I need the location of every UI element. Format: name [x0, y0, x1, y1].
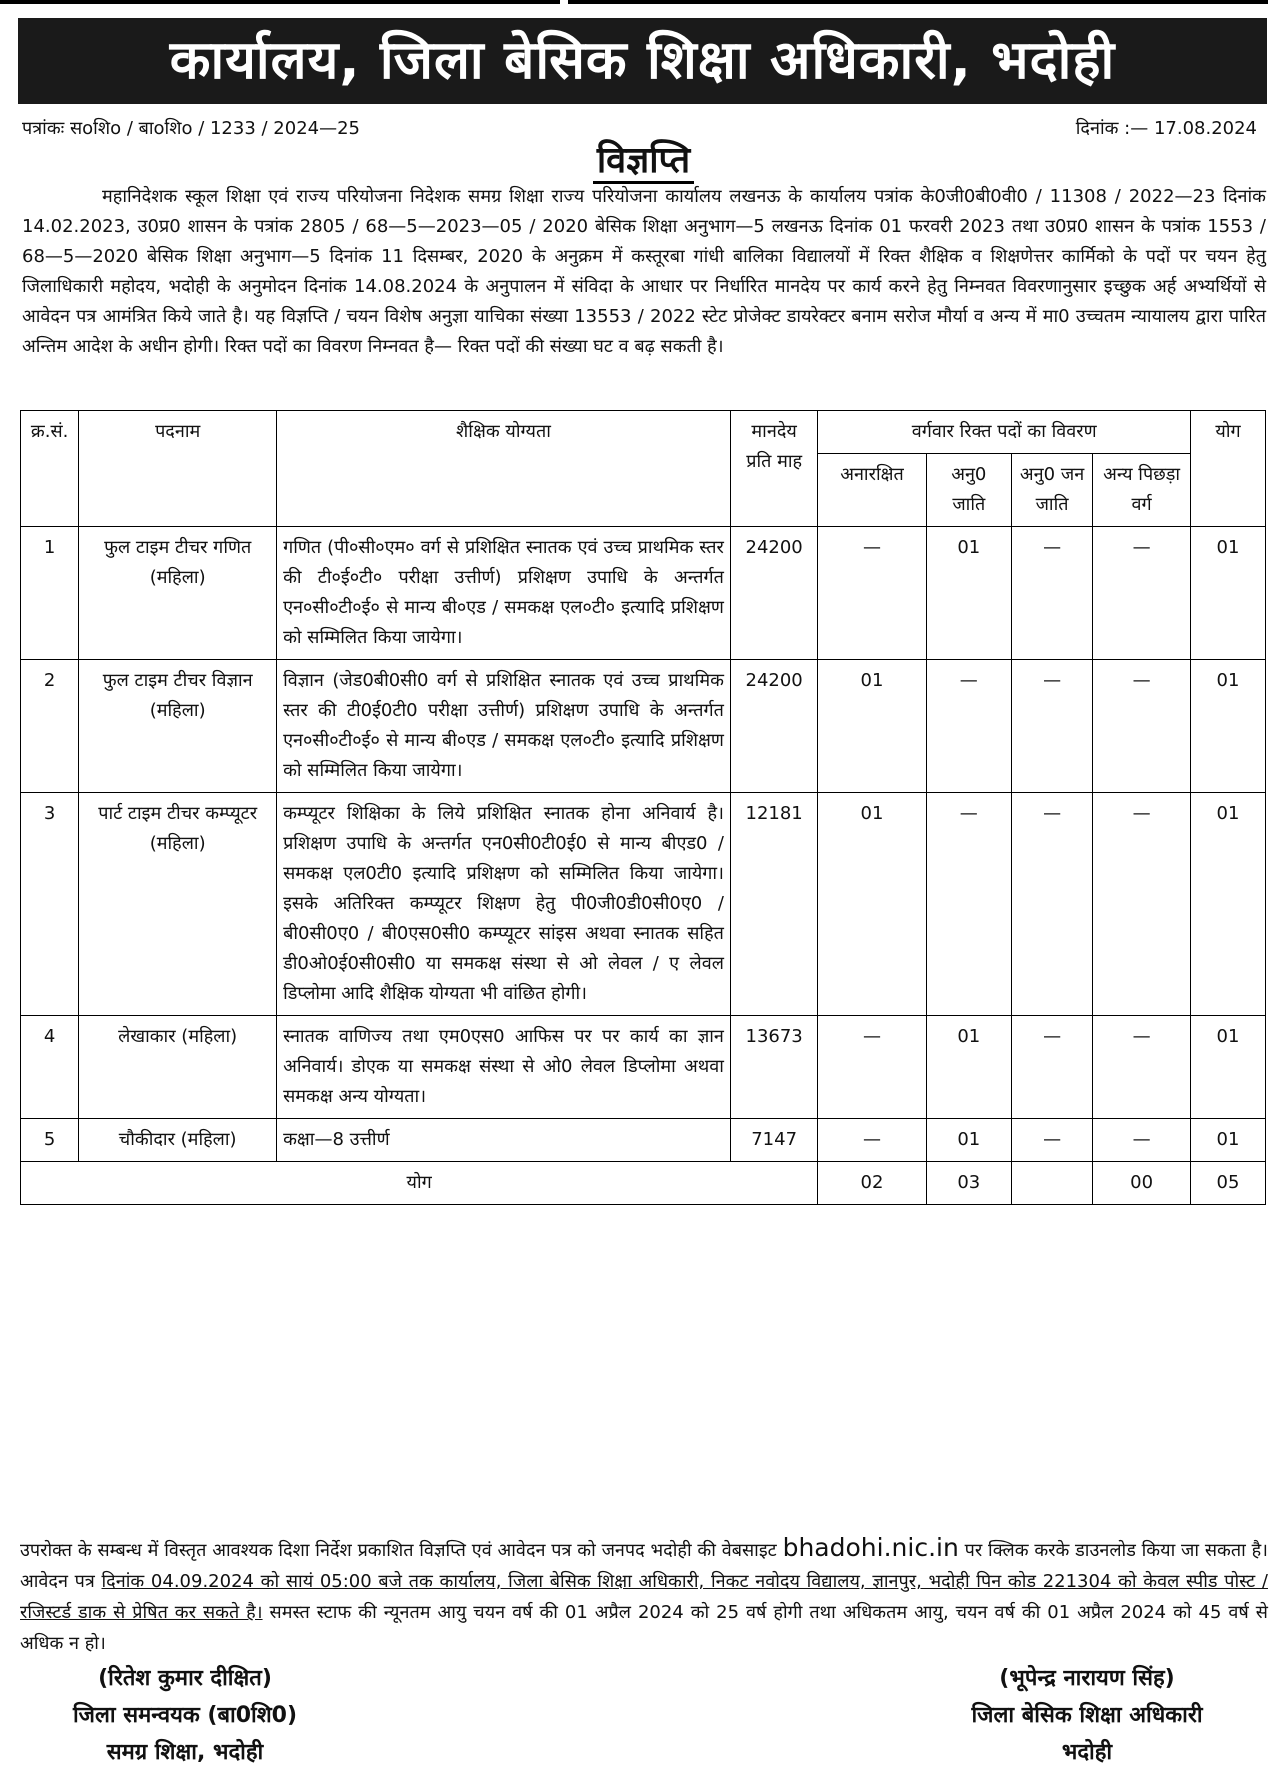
- cell-sc: 01: [926, 527, 1011, 660]
- cell-st: —: [1011, 793, 1092, 1016]
- cell-qualification: कम्प्यूटर शिक्षिका के लिये प्रशिक्षित स्नातक होना अनिवार्य है। प्रशिक्षण उपाधि के अन्तर्गत एन0सी0टी0ई0 से मान्य बीएड0 / समकक्ष एल0टी0 इत्यादि प्रशिक्षण को सम्मिलित किया जायेगा। इसके अतिरिक्त कम्प्यूटर शिक्षण हेतु पी0जी0डी0सी0ए0 / बी0सी0ए0 / बी0एस0सी0 कम्प्यूटर सांइस अथवा स्नातक सहित डी0ओ0ई0सी0सी0 या समकक्ष संस्था से ओ लेवल / ए लेवल डिप्लोमा आदि शैक्षिक योग्यता भी वांछित होगी।: [277, 793, 731, 1016]
- header-serial: क्र.सं.: [21, 411, 79, 527]
- cell-post: पार्ट टाइम टीचर कम्प्यूटर (महिला): [79, 793, 277, 1016]
- cell-qualification: विज्ञान (जेड0बी0सी0 वर्ग से प्रशिक्षित स्नातक एवं उच्च प्राथमिक स्तर की टी0ई0टी0 परीक्षा उत्तीर्ण) प्रशिक्षण उपाधि के अन्तर्गत एन०सी०टी०ई० से मान्य बी०एड / समकक्ष एल०टी० इत्यादि प्रशिक्षण को सम्मिलित किया जायेगा।: [277, 660, 731, 793]
- cell-obc: —: [1093, 1016, 1191, 1119]
- cell-obc: —: [1093, 527, 1191, 660]
- header-unreserved: अनारक्षित: [818, 454, 926, 527]
- cell-post: लेखाकार (महिला): [79, 1016, 277, 1119]
- total-st: [1011, 1162, 1092, 1205]
- signatory-name: (रितेश कुमार दीक्षित): [98, 1666, 272, 1691]
- totals-label: योग: [21, 1162, 818, 1205]
- cell-sc: 01: [926, 1016, 1011, 1119]
- cell-obc: —: [1093, 660, 1191, 793]
- totals-row: [21, 1162, 1266, 1205]
- header-total: योग: [1191, 411, 1266, 527]
- cell-st: —: [1011, 660, 1092, 793]
- cell-qualification: स्नातक वाणिज्य तथा एम0एस0 आफिस पर पर कार्य का ज्ञान अनिवार्य। डोएक या समकक्ष संस्था से ओ0 लेवल डिप्लोमा अथवा समकक्ष अन्य योग्यता।: [277, 1016, 731, 1119]
- table-row: [21, 660, 1266, 793]
- total-unreserved: 02: [818, 1162, 926, 1205]
- age-criteria: समस्त स्टाफ की न्यूनतम आयु चयन वर्ष की 01 अप्रैल 2024 को 25 वर्ष होगी तथा अधिकतम आयु, चयन वर्ष की 01 अप्रैल 2024 को 45 वर्ष से अधिक न हो।: [20, 1602, 1268, 1654]
- header-sc: अनु0 जाति: [926, 454, 1011, 527]
- cell-serial: 4: [21, 1016, 79, 1119]
- instructions-text-2: पर क्लिक करके डाउनलोड किया जा सकता है। आवेदन पत्र: [20, 1540, 1268, 1592]
- cell-qualification: गणित (पी०सी०एम० वर्ग से प्रशिक्षित स्नातक एवं उच्च प्राथमिक स्तर की टी०ई०टी० परीक्षा उत्तीर्ण) प्रशिक्षण उपाधि के अन्तर्गत एन०सी०टी०ई० से मान्य बी०एड / समकक्ष एल०टी० इत्यादि प्रशिक्षण को सम्मिलित किया जायेगा।: [277, 527, 731, 660]
- cell-honorarium: 24200: [730, 527, 817, 660]
- cell-honorarium: 7147: [730, 1119, 817, 1162]
- signatory-office: समग्र शिक्षा, भदोही: [106, 1740, 264, 1765]
- table-row: [21, 1119, 1266, 1162]
- total-obc: 00: [1093, 1162, 1191, 1205]
- signatory-office: भदोही: [1061, 1740, 1113, 1765]
- header-st: अनु0 जन जाति: [1011, 454, 1092, 527]
- cell-unreserved: 01: [818, 793, 926, 1016]
- cell-sc: —: [926, 793, 1011, 1016]
- cell-sc: —: [926, 660, 1011, 793]
- reference-number: पत्रांकः सoशिo / बाoशिo / 1233 / 2024—25: [22, 118, 361, 139]
- table-row: [21, 793, 1266, 1016]
- signatory-designation: जिला समन्वयक (बा0शि0): [72, 1703, 298, 1728]
- header-post: पदनाम: [79, 411, 277, 527]
- cell-st: —: [1011, 1119, 1092, 1162]
- intro-paragraph: महानिदेशक स्कूल शिक्षा एवं राज्य परियोजना निदेशक समग्र शिक्षा राज्य परियोजना कार्यालय लखनऊ के कार्यालय पत्रांक के0जी0बी0वी0 / 11308 / 2022—23 दिनांक 14.02.2023, उ0प्र0 शासन के पत्रांक 2805 / 68—5—2023—05 / 2020 बेसिक शिक्षा अनुभाग—5 लखनऊ दिनांक 01 फरवरी 2023 तथा उ0प्र0 शासन के पत्रांक 1553 / 68—5—2020 बेसिक शिक्षा अनुभाग—5 दिनांक 11 दिसम्बर, 2020 के अनुक्रम में कस्तूरबा गांधी बालिका विद्यालयों में रिक्त शैक्षिक व शिक्षणेत्तर कार्मिको के पदों पर चयन हेतु जिलाधिकारी महोदय, भदोही के अनुमोदन दिनांक 14.08.2024 के अनुपालन में संविदा के आधार पर निर्धारित मानदेय पर कार्य करने हेतु निम्नवत विवरणानुसार इच्छुक अर्ह अभ्यर्थियों से आवेदन पत्र आमंत्रित किये जाते है। यह विज्ञप्ति / चयन विशेष अनुज्ञा याचिका संख्या 13553 / 2022 स्टेट प्रोजेक्ट डायरेक्टर बनाम सरोज मौर्या व अन्य में मा0 उच्चतम न्यायालय द्वारा पारित अन्तिम आदेश के अधीन होगी। रिक्त पदों का विवरण निम्नवत है— रिक्त पदों की संख्या घट व बढ़ सकती है।: [22, 186, 1266, 357]
- cell-post: चौकीदार (महिला): [79, 1119, 277, 1162]
- cell-honorarium: 24200: [730, 660, 817, 793]
- cell-total: 01: [1191, 660, 1266, 793]
- table-row: [21, 1016, 1266, 1119]
- cell-honorarium: 13673: [730, 1016, 817, 1119]
- cell-serial: 5: [21, 1119, 79, 1162]
- cell-serial: 2: [21, 660, 79, 793]
- instructions-text-1: उपरोक्त के सम्बन्ध में विस्तृत आवश्यक दिशा निर्देश प्रकाशित विज्ञप्ति एवं आवेदन पत्र को जनपद भदोही की वेबसाइट: [20, 1540, 777, 1561]
- cell-st: —: [1011, 1016, 1092, 1119]
- website-link[interactable]: bhadohi.nic.in: [782, 1533, 959, 1562]
- header-category-group: वर्गवार रिक्त पदों का विवरण: [818, 411, 1191, 454]
- cell-serial: 3: [21, 793, 79, 1016]
- header-qualification: शैक्षिक योग्यता: [277, 411, 731, 527]
- notice-title: [0, 134, 1287, 183]
- header-honorarium: मानदेय प्रति माह: [730, 411, 817, 527]
- notice-title-text: विज्ञप्ति: [593, 140, 694, 184]
- cell-total: 01: [1191, 1016, 1266, 1119]
- table-row: [21, 527, 1266, 660]
- cell-post: फुल टाइम टीचर विज्ञान (महिला): [79, 660, 277, 793]
- table-header-row: [21, 411, 1266, 454]
- instructions-paragraph: [20, 1532, 1268, 1659]
- signature-district-officer: [917, 1660, 1257, 1771]
- cell-total: 01: [1191, 1119, 1266, 1162]
- office-title-banner: कार्यालय, जिला बेसिक शिक्षा अधिकारी, भदोही: [18, 18, 1267, 104]
- cell-unreserved: —: [818, 1119, 926, 1162]
- header-obc: अन्य पिछड़ा वर्ग: [1093, 454, 1191, 527]
- total-sc: 03: [926, 1162, 1011, 1205]
- cell-unreserved: —: [818, 1016, 926, 1119]
- cell-honorarium: 12181: [730, 793, 817, 1016]
- total-all: 05: [1191, 1162, 1266, 1205]
- cell-unreserved: 01: [818, 660, 926, 793]
- cell-st: —: [1011, 527, 1092, 660]
- cell-sc: 01: [926, 1119, 1011, 1162]
- cell-serial: 1: [21, 527, 79, 660]
- notice-date: दिनांक :— 17.08.2024: [1075, 118, 1257, 139]
- signatory-designation: जिला बेसिक शिक्षा अधिकारी: [971, 1703, 1203, 1728]
- cell-qualification: कक्षा—8 उत्तीर्ण: [277, 1119, 731, 1162]
- cell-total: 01: [1191, 793, 1266, 1016]
- cell-obc: —: [1093, 1119, 1191, 1162]
- cell-post: फुल टाइम टीचर गणित (महिला): [79, 527, 277, 660]
- submission-deadline: दिनांक 04.09.2024 को सायं 05:00 बजे तक कार्यालय, जिला बेसिक शिक्षा अधिकारी, निकट नवोदय विद्यालय, ज्ञानपुर, भदोही पिन कोड 221304 को केवल स्पीड पोस्ट / रजिस्टर्ड डाक से प्रेषित कर सकते है।: [20, 1571, 1268, 1623]
- vacancy-table: [20, 410, 1266, 1205]
- signatory-name: (भूपेन्द्र नारायण सिंह): [999, 1666, 1175, 1691]
- cell-total: 01: [1191, 527, 1266, 660]
- signature-district-coordinator: [20, 1660, 350, 1771]
- cell-unreserved: —: [818, 527, 926, 660]
- cell-obc: —: [1093, 793, 1191, 1016]
